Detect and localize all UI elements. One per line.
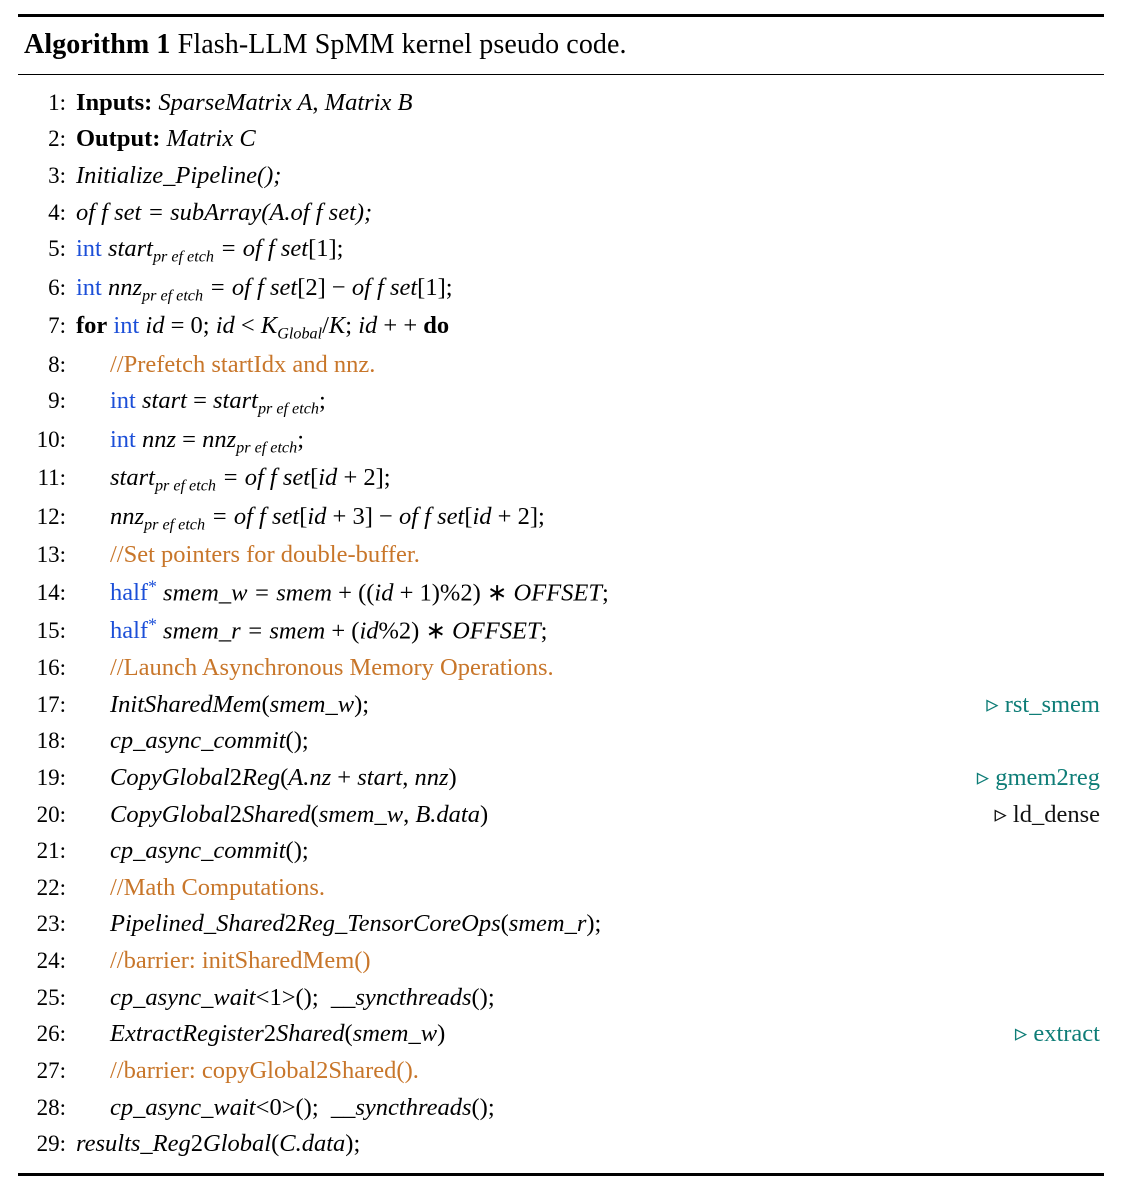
line-code: Inputs: SparseMatrix A, Matrix B bbox=[76, 88, 413, 116]
code-line bbox=[24, 1016, 1100, 1053]
line-number: 27: bbox=[36, 1057, 66, 1083]
line-number: 15: bbox=[36, 618, 66, 644]
code-line bbox=[24, 231, 1100, 270]
code-line bbox=[24, 906, 1100, 943]
line-number: 17: bbox=[36, 691, 66, 717]
line-code: //Launch Asynchronous Memory Operations. bbox=[110, 654, 554, 682]
code-line bbox=[24, 833, 1100, 870]
line-code: Pipelined_Shared2Reg_TensorCoreOps(smem_r); bbox=[110, 910, 602, 938]
line-code: //barrier: copyGlobal2Shared(). bbox=[110, 1056, 419, 1084]
line-annotation: ▹ extract bbox=[1014, 1020, 1100, 1048]
line-code: cp_async_commit(); bbox=[110, 727, 309, 755]
line-number: 11: bbox=[37, 465, 66, 491]
line-code: results_Reg2Global(C.data); bbox=[76, 1130, 361, 1158]
line-code: of f set = subArray(A.of f set); bbox=[76, 198, 373, 226]
line-code: cp_async_wait<0>(); __syncthreads(); bbox=[110, 1093, 495, 1121]
line-number: 6: bbox=[48, 274, 66, 300]
code-line bbox=[24, 760, 1100, 797]
line-code: start$_{pr ef etch}$ = of f set[id + 2]; bbox=[110, 464, 391, 495]
line-code: CopyGlobal2Shared(smem_w, B.data) bbox=[110, 800, 489, 828]
line-code: nnz$_{pr ef etch}$ = of f set[id + 3] − of f set[id + 2]; bbox=[110, 502, 545, 534]
line-number: 14: bbox=[36, 580, 66, 606]
line-number: 26: bbox=[36, 1021, 66, 1047]
line-code: half* smem_r = smem + (id%2) ∗ OFFSET; bbox=[110, 615, 548, 645]
code-line bbox=[24, 308, 1100, 347]
code-line bbox=[24, 383, 1100, 422]
line-number: 24: bbox=[36, 948, 66, 974]
line-code: InitSharedMem(smem_w); bbox=[110, 690, 370, 718]
code-line bbox=[24, 460, 1100, 499]
code-line bbox=[24, 195, 1100, 232]
line-code: Initialize_Pipeline(); bbox=[76, 162, 282, 190]
line-code: cp_async_commit(); bbox=[110, 837, 309, 865]
code-line bbox=[24, 980, 1100, 1017]
line-code: //barrier: initSharedMem() bbox=[110, 947, 371, 975]
line-code: half* smem_w = smem + ((id + 1)%2) ∗ OFFSET; bbox=[110, 577, 609, 607]
line-number: 16: bbox=[36, 655, 66, 681]
line-number: 20: bbox=[36, 801, 66, 827]
line-number: 3: bbox=[48, 163, 66, 189]
line-number: 2: bbox=[48, 126, 66, 152]
line-number: 19: bbox=[36, 764, 66, 790]
code-line bbox=[24, 574, 1100, 612]
line-number: 25: bbox=[36, 984, 66, 1010]
line-code: CopyGlobal2Reg(A.nz + start, nnz) bbox=[110, 763, 457, 791]
algorithm-label: Algorithm 1 bbox=[24, 29, 171, 60]
algorithm-title-text bbox=[171, 29, 178, 60]
line-number: 18: bbox=[36, 728, 66, 754]
line-number: 4: bbox=[48, 199, 66, 225]
line-code: int start = start$_{pr ef etch}$; bbox=[110, 387, 326, 418]
algorithm-caption: Flash-LLM SpMM kernel pseudo code. bbox=[177, 29, 627, 60]
line-number: 7: bbox=[48, 313, 66, 339]
line-number: 10: bbox=[36, 426, 66, 452]
line-code: //Set pointers for double-buffer. bbox=[110, 541, 420, 569]
line-code: //Prefetch startIdx and nnz. bbox=[110, 350, 376, 378]
line-code: for int id = 0; id < $K_{Global}/K$; id + + do bbox=[76, 312, 450, 343]
code-line bbox=[24, 650, 1100, 687]
line-code: Output: Matrix C bbox=[76, 125, 256, 153]
code-line bbox=[24, 270, 1100, 309]
code-line bbox=[24, 797, 1100, 834]
line-number: 13: bbox=[36, 542, 66, 568]
code-line bbox=[24, 612, 1100, 650]
line-number: 21: bbox=[36, 838, 66, 864]
code-line bbox=[24, 1090, 1100, 1127]
line-number: 22: bbox=[36, 874, 66, 900]
bottom-rule bbox=[18, 1173, 1104, 1176]
line-number: 9: bbox=[48, 388, 66, 414]
line-annotation: ▹ gmem2reg bbox=[976, 763, 1100, 791]
code-line bbox=[24, 1126, 1100, 1163]
line-number: 8: bbox=[48, 351, 66, 377]
line-number: 5: bbox=[48, 236, 66, 262]
line-number: 29: bbox=[36, 1131, 66, 1157]
code-line bbox=[24, 943, 1100, 980]
code-line bbox=[24, 422, 1100, 461]
code-line bbox=[24, 499, 1100, 538]
code-line bbox=[24, 723, 1100, 760]
code-line bbox=[24, 85, 1100, 122]
line-code: int nnz$_{pr ef etch}$ = of f set[2] − of f set[1]; bbox=[76, 273, 453, 305]
code-line bbox=[24, 1053, 1100, 1090]
line-code: int nnz = nnz$_{pr ef etch}$; bbox=[110, 425, 304, 457]
line-code: ExtractRegister2Shared(smem_w) bbox=[110, 1020, 446, 1048]
algorithm-title bbox=[18, 17, 1104, 74]
line-number: 23: bbox=[36, 911, 66, 937]
line-number: 12: bbox=[36, 503, 66, 529]
line-code: cp_async_wait<1>(); __syncthreads(); bbox=[110, 983, 495, 1011]
line-number: 1: bbox=[48, 89, 66, 115]
line-code: int start$_{pr ef etch}$ = of f set[1]; bbox=[76, 235, 344, 266]
algorithm-lines bbox=[18, 75, 1104, 1173]
code-line bbox=[24, 870, 1100, 907]
code-line bbox=[24, 687, 1100, 724]
code-line bbox=[24, 537, 1100, 574]
line-code: //Math Computations. bbox=[110, 873, 326, 901]
code-line bbox=[24, 158, 1100, 195]
line-annotation: ▹ ld_dense bbox=[994, 800, 1100, 828]
code-line bbox=[24, 121, 1100, 158]
code-line bbox=[24, 347, 1100, 384]
line-annotation: ▹ rst_smem bbox=[986, 690, 1100, 718]
line-number: 28: bbox=[36, 1094, 66, 1120]
